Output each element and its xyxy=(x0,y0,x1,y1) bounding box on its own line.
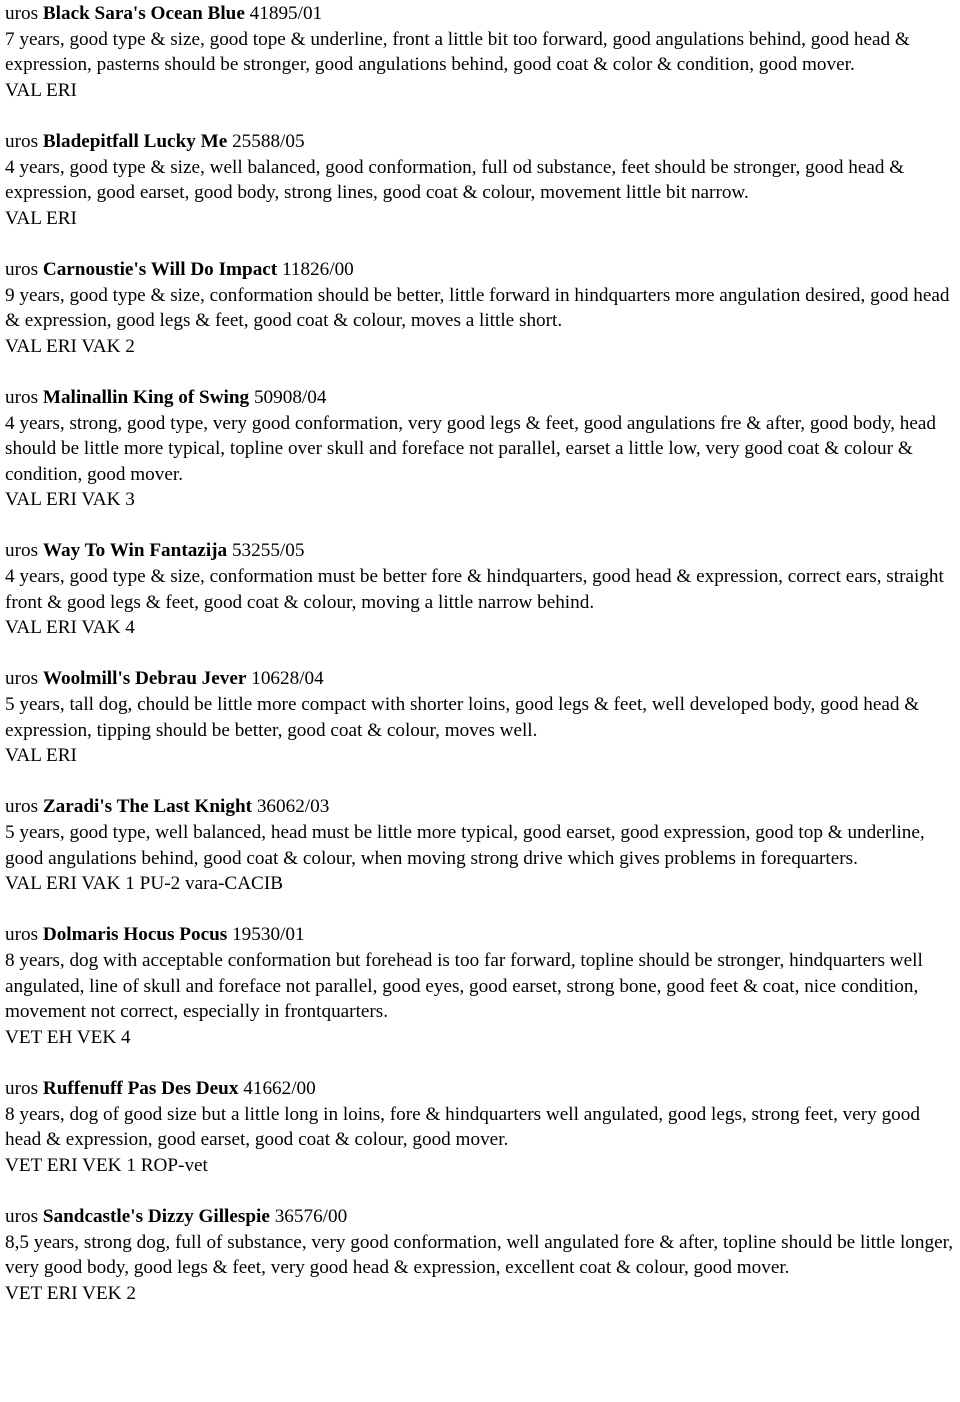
dog-entry xyxy=(5,129,960,231)
dog-name: Sandcastle's Dizzy Gillespie xyxy=(42,1205,270,1227)
dog-name: Bladepitfall Lucky Me xyxy=(42,130,228,152)
entry-header xyxy=(5,538,960,564)
entry-header xyxy=(5,1,960,27)
sex-label: uros xyxy=(5,668,39,690)
dog-entry xyxy=(5,1,960,103)
result-line: VET EH VEK 4 xyxy=(5,1026,131,1048)
registration-number: 11826/00 xyxy=(282,258,354,280)
critique-text: 8 years, dog with acceptable conformation but forehead is too far forward, topline should be stronger, hindquarters well angulated, line of skull and foreface not parallel, good eyes, good earset, strong bone, good feet & coat, nice condition, movement not correct, especially in frontquarters. xyxy=(5,949,923,1023)
result-line: VAL ERI VAK 4 xyxy=(5,617,135,639)
critique-text: 4 years, strong, good type, very good conformation, very good legs & feet, good angulations fre & after, good body, head should be little more typical, topline over skull and foreface not parallel, earset a little low, very good coat & colour & condition, good mover. xyxy=(5,412,937,485)
entry-header xyxy=(5,129,960,155)
result-line: VAL ERI VAK 3 xyxy=(5,489,135,511)
sex-label: uros xyxy=(5,924,39,946)
result-line: VAL ERI xyxy=(5,745,77,767)
registration-number: 25588/05 xyxy=(232,130,305,152)
dog-entry xyxy=(5,666,960,768)
dog-entry xyxy=(5,538,960,640)
result-line: VAL ERI VAK 1 PU-2 vara-CACIB xyxy=(5,873,284,895)
registration-number: 50908/04 xyxy=(253,386,327,408)
entry-header xyxy=(5,922,960,948)
registration-number: 41662/00 xyxy=(243,1077,316,1099)
entry-header xyxy=(5,1204,960,1230)
dog-entry xyxy=(5,922,960,1050)
result-line: VAL ERI VAK 2 xyxy=(5,335,135,357)
dog-name: Way To Win Fantazija xyxy=(42,540,228,562)
entry-header xyxy=(5,666,960,692)
sex-label: uros xyxy=(5,3,39,24)
sex-label: uros xyxy=(5,130,39,152)
document-body xyxy=(5,1,960,1306)
dog-entry xyxy=(5,257,960,359)
result-line: VAL ERI xyxy=(5,79,77,101)
entry-header xyxy=(5,385,960,411)
result-line: VAL ERI xyxy=(5,207,77,229)
critique-text: 8,5 years, strong dog, full of substance, very good conformation, well angulated fore & after, topline should be little longer, very good body, good legs & feet, very good head & expression, excellent coat & colour, good mover. xyxy=(5,1231,954,1279)
entry-header xyxy=(5,1076,960,1102)
sex-label: uros xyxy=(5,796,39,818)
dog-name: Malinallin King of Swing xyxy=(42,386,250,408)
dog-name: Zaradi's The Last Knight xyxy=(42,796,253,818)
sex-label: uros xyxy=(5,540,39,562)
dog-name: Black Sara's Ocean Blue xyxy=(42,3,245,24)
critique-text: 7 years, good type & size, good tope & underline, front a little bit too forward, good angulations behind, good head & expression, pasterns should be stronger, good angulations behind, good coat & color & condition, good mover. xyxy=(5,28,910,76)
critique-text: 9 years, good type & size, conformation should be better, little forward in hindquarters more angulation desired, good head & expression, good legs & feet, good coat & colour, moves a little short. xyxy=(5,284,950,332)
result-line: VET ERI VEK 2 xyxy=(5,1282,136,1304)
registration-number: 36576/00 xyxy=(274,1205,348,1227)
critique-text: 5 years, good type, well balanced, head must be little more typical, good earset, good expression, good top & underline, good angulations behind, good coat & colour, when moving strong drive which gives problems in forequarters. xyxy=(5,822,925,869)
dog-name: Carnoustie's Will Do Impact xyxy=(42,258,278,280)
dog-entry xyxy=(5,1076,960,1178)
registration-number: 41895/01 xyxy=(249,3,323,24)
sex-label: uros xyxy=(5,1205,39,1227)
critique-text: 4 years, good type & size, conformation must be better fore & hindquarters, good head & expression, correct ears, straight front & good legs & feet, good coat & colour, moving a little narrow behind. xyxy=(5,566,944,613)
critique-text: 8 years, dog of good size but a little long in loins, fore & hindquarters well angulated, good legs, strong feet, very good head & expression, good earset, good coat & colour, good mover. xyxy=(5,1103,920,1151)
entry-header xyxy=(5,257,960,283)
critique-text: 5 years, tall dog, chould be little more compact with shorter loins, good legs & feet, well developed body, good head & expression, tipping should be better, good coat & colour, moves well. xyxy=(5,694,920,741)
dog-name: Woolmill's Debrau Jever xyxy=(42,668,247,690)
sex-label: uros xyxy=(5,386,39,408)
sex-label: uros xyxy=(5,1077,39,1099)
registration-number: 19530/01 xyxy=(232,924,305,946)
dog-name: Dolmaris Hocus Pocus xyxy=(42,924,228,946)
dog-entry xyxy=(5,1204,960,1306)
dog-entry xyxy=(5,794,960,896)
entry-header xyxy=(5,794,960,820)
critique-text: 4 years, good type & size, well balanced, good conformation, full od substance, feet should be stronger, good head & expression, good earset, good body, strong lines, good coat & colour, movement little bit narrow. xyxy=(5,156,905,204)
result-line: VET ERI VEK 1 ROP-vet xyxy=(5,1154,208,1176)
dog-name: Ruffenuff Pas Des Deux xyxy=(42,1077,239,1099)
sex-label: uros xyxy=(5,258,39,280)
registration-number: 36062/03 xyxy=(256,796,330,818)
registration-number: 10628/04 xyxy=(251,668,324,690)
dog-entry xyxy=(5,385,960,513)
registration-number: 53255/05 xyxy=(231,540,305,562)
